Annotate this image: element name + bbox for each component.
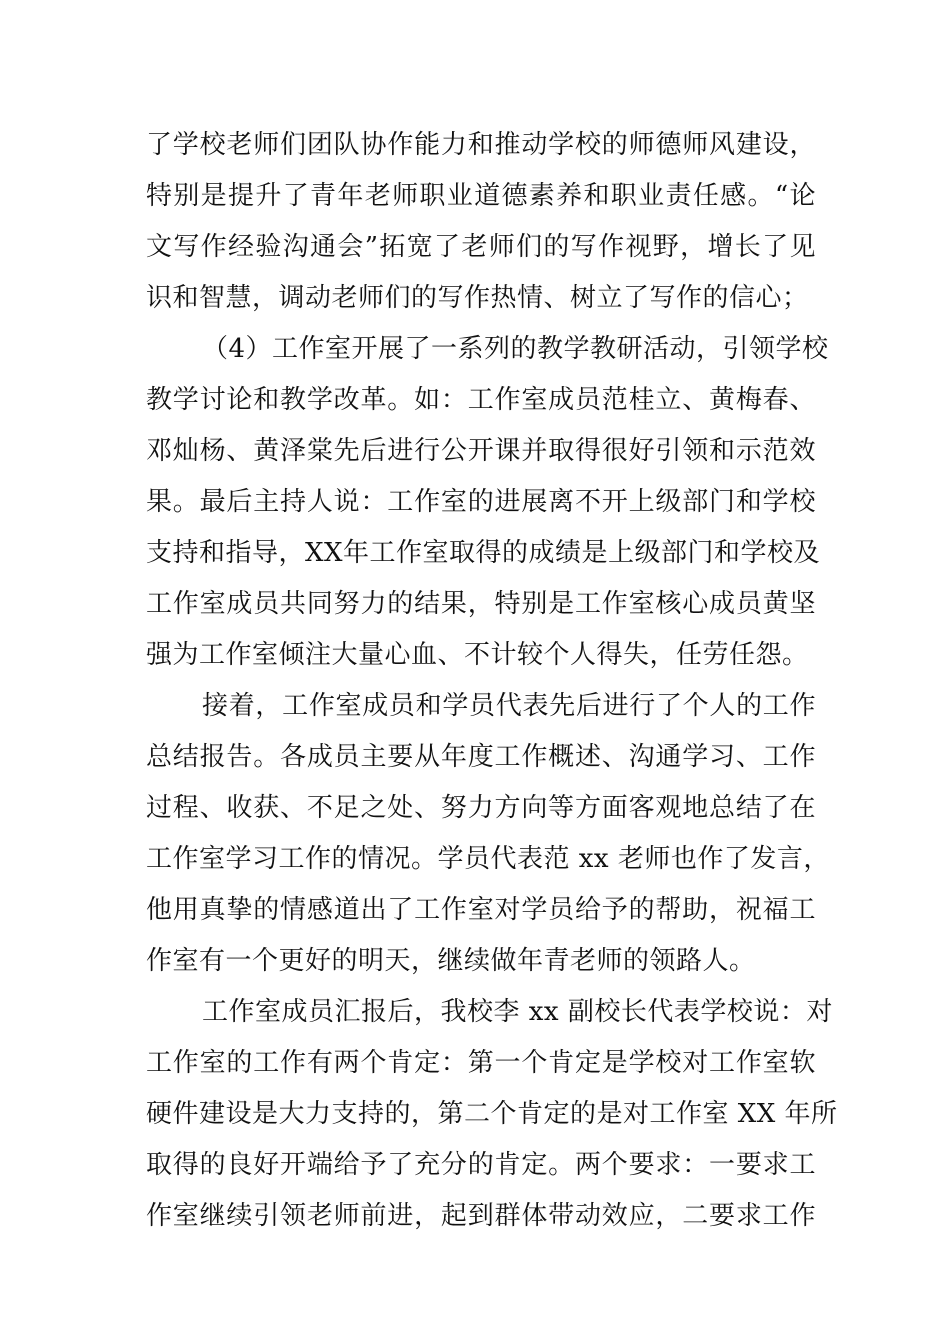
text-line: 工作室成员共同努力的结果，特别是工作室核心成员黄坚 [146, 589, 816, 619]
text-line: 工作室学习工作的情况。学员代表范 xx 老师也作了发言， [146, 844, 830, 874]
paragraph-1 [146, 120, 816, 324]
paragraph-4 [146, 987, 838, 1242]
text-line: 取得的良好开端给予了充分的肯定。两个要求：一要求工 [146, 1150, 816, 1180]
text-line: 硬件建设是大力支持的，第二个肯定的是对工作室 XX 年所 [146, 1099, 838, 1129]
text-line: 特别是提升了青年老师职业道德素养和职业责任感。“论 [146, 181, 816, 211]
text-line: 过程、收获、不足之处、努力方向等方面客观地总结了在 [146, 793, 816, 823]
text-line: 教学讨论和教学改革。如：工作室成员范桂立、黄梅春、 [146, 385, 816, 415]
text-line: 支持和指导，XX年工作室取得的成绩是上级部门和学校及 [146, 538, 821, 568]
text-line: 工作室成员汇报后，我校李 xx 副校长代表学校说：对 [202, 997, 833, 1027]
text-line: 文写作经验沟通会”拓宽了老师们的写作视野，增长了见 [146, 232, 816, 262]
text-line: 作室有一个更好的明天，继续做年青老师的领路人。 [146, 946, 756, 976]
text-line: 了学校老师们团队协作能力和推动学校的师德师风建设， [146, 130, 816, 160]
text-line: 识和智慧，调动老师们的写作热情、树立了写作的信心； [146, 283, 809, 313]
text-line: （4）工作室开展了一系列的教学教研活动，引领学校 [202, 334, 829, 364]
text-line: 接着，工作室成员和学员代表先后进行了个人的工作 [202, 691, 816, 721]
body-text [146, 120, 838, 1242]
text-line: 邓灿杨、黄泽棠先后进行公开课并取得很好引领和示范效 [146, 436, 816, 466]
paragraph-2 [146, 324, 829, 681]
text-line: 强为工作室倾注大量心血、不计较个人得失，任劳任怨。 [146, 640, 809, 670]
text-line: 果。最后主持人说：工作室的进展离不开上级部门和学校 [146, 487, 816, 517]
text-line: 他用真挚的情感道出了工作室对学员给予的帮助，祝福工 [146, 895, 816, 925]
paragraph-3 [146, 681, 830, 987]
text-line: 作室继续引领老师前进，起到群体带动效应，二要求工作 [146, 1201, 816, 1231]
text-line: 工作室的工作有两个肯定：第一个肯定是学校对工作室软 [146, 1048, 816, 1078]
text-line: 总结报告。各成员主要从年度工作概述、沟通学习、工作 [146, 742, 816, 772]
